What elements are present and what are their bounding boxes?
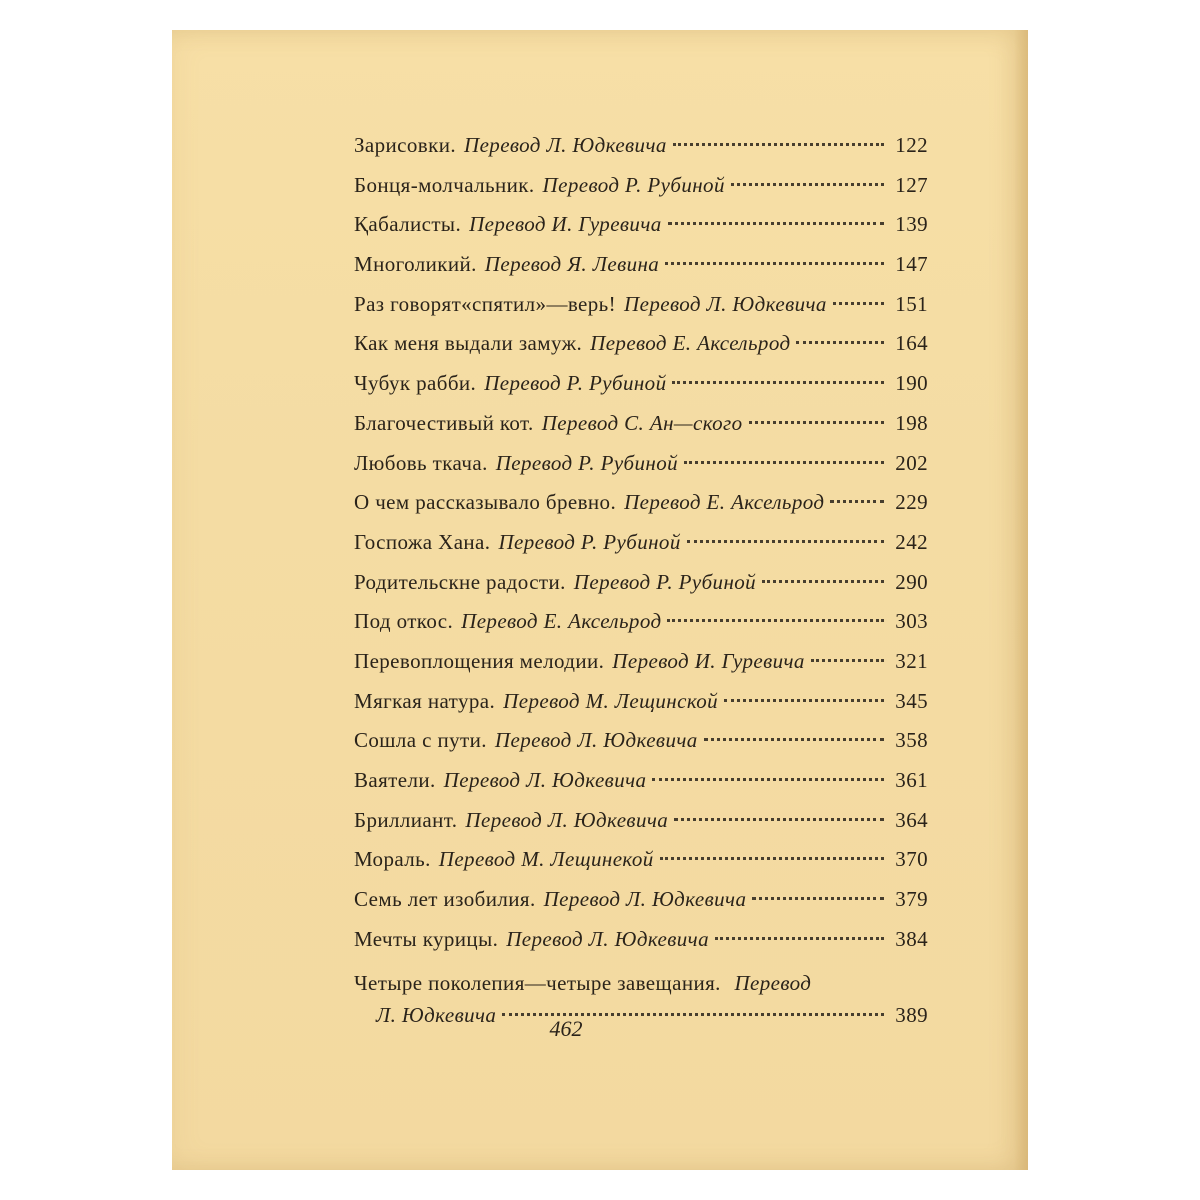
toc-entry (354, 130, 928, 170)
dot-leader (830, 500, 884, 503)
toc-entry-title: Мягкая натура. (354, 688, 496, 713)
dot-leader (684, 461, 884, 464)
dot-leader (762, 580, 884, 583)
dot-leader (665, 262, 884, 265)
toc-entry (354, 249, 928, 289)
toc-entry-title: Четыре поколепия—четыре завещания. (354, 971, 721, 996)
dot-leader (668, 222, 884, 225)
toc-entry (354, 289, 928, 329)
toc-entry-title: Бонця-молчальник. (354, 172, 535, 197)
toc-entry-page-number: 364 (895, 807, 928, 832)
toc-entry-translator: Перевод М. Лещинекой (438, 847, 654, 872)
toc-entry (354, 844, 928, 884)
toc-entry-page-number: 361 (895, 768, 928, 792)
toc-entry-translator: Перевод Л. Юдкевича (624, 291, 827, 316)
toc-entry-title: Перевоплощения мелодии. (354, 648, 605, 673)
toc-entry-translator: Перевод И. Гуревича (469, 212, 662, 237)
dot-leader (704, 738, 884, 741)
toc-entry-title: О чем рассказывало бревно. (354, 490, 617, 515)
toc-entry (354, 646, 928, 686)
toc-entry-title: Мораль. (354, 847, 431, 872)
dot-leader (811, 659, 884, 662)
toc-entry-translator: Перевод С. Ан—ского (541, 410, 743, 435)
dot-leader (752, 897, 884, 900)
toc-entry-title: Под откос. (354, 609, 454, 634)
toc-entry-translator: Перевод Р. Рубиной (498, 529, 681, 554)
dot-leader (660, 857, 884, 860)
toc-entry-title: Госпожа Хана. (354, 529, 491, 554)
toc-entry-title: Раз говорят«спятил»—верь! (354, 291, 617, 316)
toc-entry (354, 725, 928, 765)
dot-leader (652, 778, 884, 781)
toc-entry-page-number: 202 (895, 450, 928, 475)
toc-entry-title: Любовь ткача. (354, 450, 488, 475)
toc-entry (354, 924, 928, 964)
toc-entry-translator: Перевод Л. Юдкевича (443, 768, 647, 792)
toc-entry-translator: Перевод Л. Юдкевича (465, 807, 669, 832)
toc-entry-translator: Перевод Р. Рубиной (484, 371, 667, 396)
toc-entry-translator: Перевод Р. Рубиной (495, 450, 679, 475)
toc-entry-translator: Перевод Я. Левина (484, 252, 660, 277)
toc-entry (354, 408, 928, 448)
toc-entry-translator: Перевод И. Гуревича (612, 648, 805, 673)
toc-entry-translator: Перевод (734, 971, 812, 996)
dot-leader (731, 183, 884, 186)
toc-entry-title: Как меня выдали замуж. (354, 331, 583, 356)
toc-entry-page-number: 379 (895, 887, 928, 912)
toc-entry-page-number: 290 (895, 569, 928, 594)
toc-entry-page-number: 127 (895, 172, 928, 197)
dot-leader (749, 421, 884, 424)
dot-leader (674, 818, 884, 821)
toc-entry (354, 686, 928, 726)
toc-entry-translator: Перевод Е. Аксельрод (624, 490, 825, 515)
toc-entry-translator: Перевод Л. Юдкевича (494, 728, 698, 753)
page-edge-shadow (1014, 30, 1028, 1170)
toc-entry (354, 884, 928, 924)
toc-entry (354, 567, 928, 607)
dot-leader (724, 699, 884, 702)
toc-entry-translator: Перевод Е. Аксельрод (461, 609, 662, 634)
toc-entry-title: Сошла с пути. (354, 728, 487, 753)
toc-entry (354, 368, 928, 408)
toc-entry-page-number: 198 (895, 410, 928, 435)
dot-leader (672, 381, 884, 384)
toc-entry-page-number: 122 (895, 133, 928, 157)
toc-entry-translator-cont: Л. Юдкевича (376, 1003, 497, 1028)
toc-rows (354, 130, 928, 963)
dot-leader (687, 540, 884, 543)
toc-entry-page-number: 384 (895, 926, 928, 951)
toc-entry-translator: Перевод Л. Юдкевича (464, 133, 667, 157)
toc-entry-page-number: 164 (895, 331, 928, 356)
toc-entry-page-number: 147 (895, 252, 928, 277)
dot-leader (833, 302, 884, 305)
toc-entry-translator: Перевод М. Лещинской (503, 688, 719, 713)
toc-entry-title: Мечты курицы. (354, 926, 499, 951)
toc-entry (354, 209, 928, 249)
toc-entry-translator: Перевод Л. Юдкевича (506, 926, 709, 951)
toc-entry-title: Благочестивый кот. (354, 410, 534, 435)
toc-entry-page-number: 190 (895, 371, 928, 396)
table-of-contents (354, 130, 928, 1031)
toc-entry (354, 487, 928, 527)
toc-entry-page-number: 229 (895, 490, 928, 515)
dot-leader (715, 937, 884, 940)
toc-entry (354, 805, 928, 845)
dot-leader (673, 143, 884, 146)
toc-entry-translator: Перевод Е. Аксельрод (590, 331, 791, 356)
toc-entry-page-number: 242 (895, 529, 928, 554)
toc-entry-page-number: 303 (895, 609, 928, 634)
toc-entry (354, 527, 928, 567)
toc-entry-title: Зарисовки. (354, 133, 457, 157)
toc-entry-title: Семь лет изобилия. (354, 887, 536, 912)
toc-entry (354, 606, 928, 646)
toc-entry-title: Бриллиант. (354, 807, 458, 832)
toc-entry-page-number: 389 (895, 1003, 928, 1028)
page-folio-number: 462 (549, 1016, 583, 1041)
toc-entry (354, 170, 928, 210)
toc-entry (354, 765, 928, 805)
toc-entry-translator: Перевод Р. Рубиной (573, 569, 757, 594)
toc-entry-title: Ваятели. (354, 768, 436, 792)
toc-entry-title: Многоликий. (354, 252, 477, 277)
toc-entry-page-number: 345 (895, 688, 928, 713)
toc-entry (354, 448, 928, 488)
toc-entry-title: Родительскне радости. (354, 569, 566, 594)
toc-entry-translator: Перевод Р. Рубиной (542, 172, 725, 197)
toc-entry (354, 328, 928, 368)
toc-entry-line-1 (354, 967, 928, 999)
toc-entry-translator: Перевод Л. Юдкевича (543, 887, 747, 912)
dot-leader (667, 619, 884, 622)
toc-entry-page-number: 139 (895, 212, 928, 237)
toc-entry-title: Қабалисты. (354, 212, 462, 237)
toc-entry-page-number: 321 (895, 648, 928, 673)
toc-entry-title: Чубук рабби. (354, 371, 477, 396)
toc-entry-page-number: 358 (895, 728, 928, 753)
toc-entry-page-number: 370 (895, 847, 928, 872)
book-page (172, 30, 1028, 1170)
dot-leader (796, 341, 884, 344)
toc-entry-page-number: 151 (895, 291, 928, 316)
